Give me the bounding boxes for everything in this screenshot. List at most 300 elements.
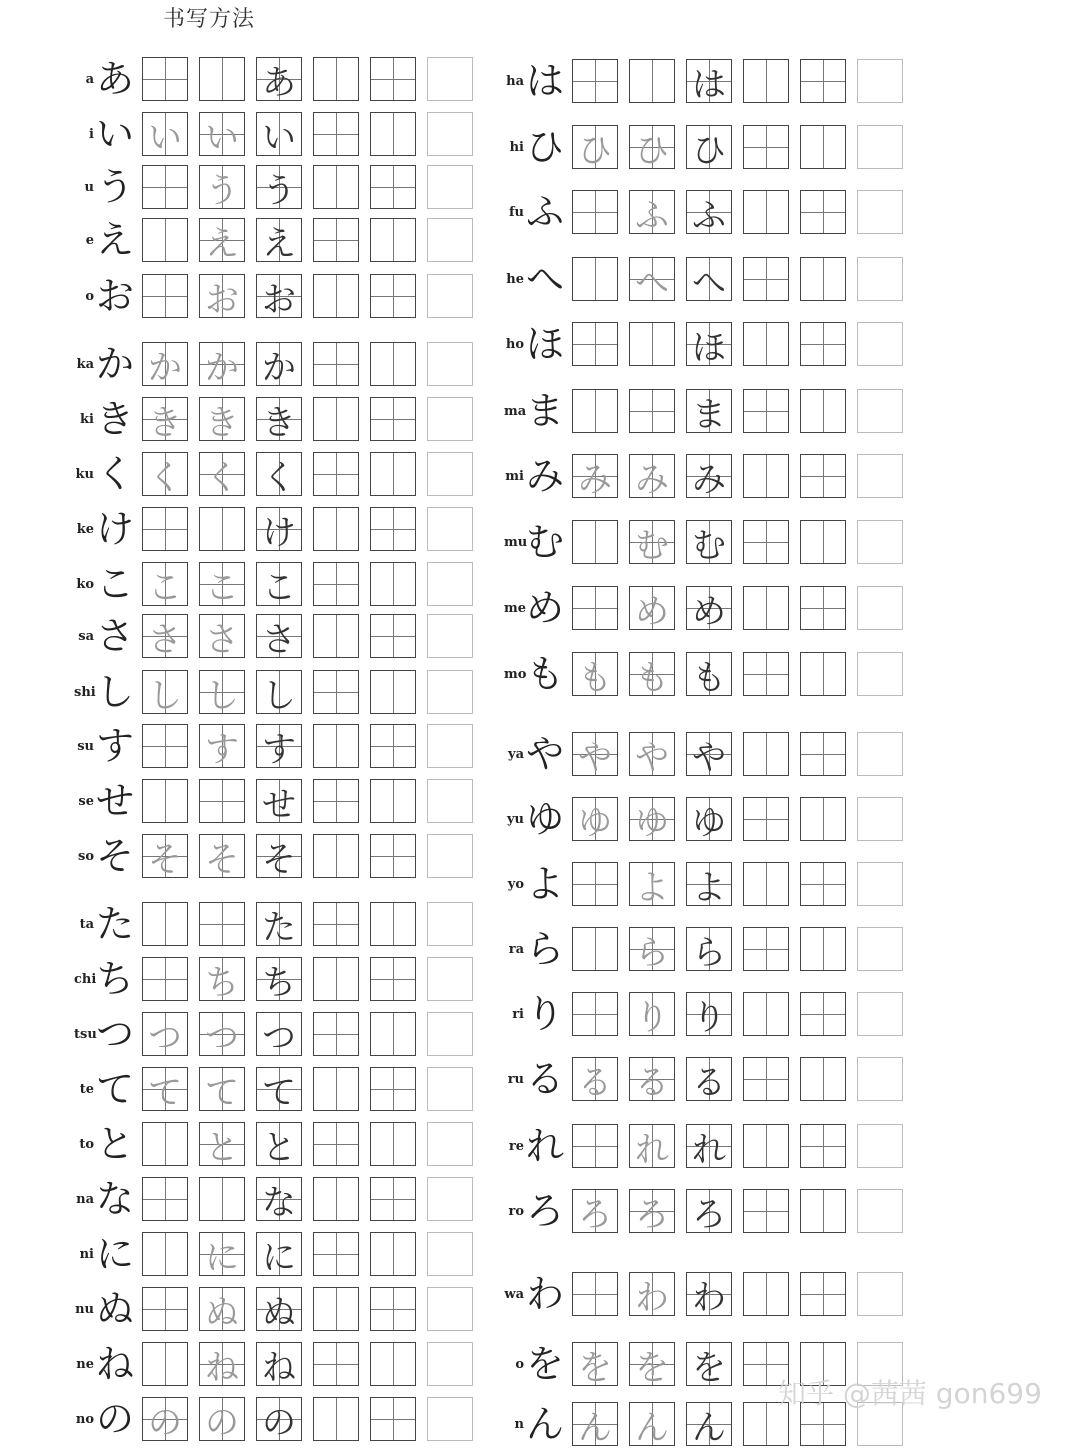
- left-row: [74, 955, 484, 1003]
- guide-box: [800, 1124, 846, 1168]
- romaji-label: e: [85, 232, 94, 248]
- stroke-trace: よ: [692, 867, 726, 906]
- romaji-label: so: [78, 848, 94, 864]
- stroke-order-box: [686, 1342, 732, 1386]
- blank-practice-box: [427, 1067, 473, 1111]
- stroke-trace: み: [692, 459, 726, 498]
- guide-box: [313, 779, 359, 823]
- kana-character: へ: [526, 257, 565, 301]
- guide-box: [313, 1067, 359, 1111]
- stroke-order-box: [256, 779, 302, 823]
- romaji-label: ro: [508, 1203, 524, 1219]
- left-row: [74, 340, 484, 388]
- blank-practice-box: [857, 992, 903, 1036]
- stroke-trace: る: [635, 1062, 669, 1101]
- left-row: [74, 1230, 484, 1278]
- stroke-order-box: [142, 165, 188, 209]
- stroke-trace: ひ: [635, 130, 669, 169]
- stroke-trace: ふ: [635, 195, 669, 234]
- stroke-order-box: [572, 862, 618, 906]
- kana-character: め: [526, 586, 565, 630]
- guide-box: [313, 1177, 359, 1221]
- kana-character: ん: [526, 1402, 565, 1446]
- blank-practice-box: [427, 614, 473, 658]
- stroke-order-box: [572, 125, 618, 169]
- stroke-trace: え: [205, 223, 239, 262]
- left-row: [74, 1175, 484, 1223]
- kana-character: し: [96, 670, 135, 714]
- romaji-label: chi: [74, 971, 97, 987]
- stroke-order-box: [142, 1067, 188, 1111]
- stroke-order-box: [686, 862, 732, 906]
- stroke-trace: う: [205, 170, 239, 209]
- guide-box: [370, 779, 416, 823]
- stroke-order-box: [629, 520, 675, 564]
- stroke-order-box: [142, 779, 188, 823]
- guide-box: [743, 389, 789, 433]
- stroke-order-box: [629, 1402, 675, 1446]
- stroke-trace: や: [635, 737, 669, 776]
- stroke-order-box: [629, 652, 675, 696]
- stroke-trace: こ: [262, 567, 296, 606]
- stroke-trace: し: [205, 675, 239, 714]
- stroke-trace: そ: [148, 839, 182, 878]
- romaji-label: ne: [76, 1356, 94, 1372]
- left-row: [74, 395, 484, 443]
- romaji-label: re: [508, 1138, 524, 1154]
- blank-practice-box: [427, 165, 473, 209]
- stroke-order-box: [629, 454, 675, 498]
- stroke-order-box: [629, 322, 675, 366]
- guide-box: [370, 342, 416, 386]
- stroke-order-box: [199, 1012, 245, 1056]
- kana-character: き: [96, 397, 135, 441]
- blank-practice-box: [427, 1287, 473, 1331]
- stroke-order-box: [199, 902, 245, 946]
- romaji-label: shi: [74, 684, 96, 700]
- guide-box: [800, 797, 846, 841]
- kana-character: ち: [96, 957, 135, 1001]
- kana-character: ひ: [526, 125, 565, 169]
- romaji-label: ni: [79, 1246, 94, 1262]
- guide-box: [370, 902, 416, 946]
- kana-character: も: [526, 652, 565, 696]
- stroke-trace: り: [692, 997, 726, 1036]
- kana-character: の: [96, 1397, 135, 1441]
- guide-box: [800, 257, 846, 301]
- stroke-order-box: [199, 1122, 245, 1166]
- kana-character: ふ: [526, 190, 565, 234]
- stroke-trace: け: [262, 512, 296, 551]
- guide-box: [800, 992, 846, 1036]
- stroke-order-box: [572, 454, 618, 498]
- guide-box: [743, 992, 789, 1036]
- blank-practice-box: [857, 257, 903, 301]
- blank-practice-box: [427, 957, 473, 1001]
- left-row: [74, 450, 484, 498]
- stroke-order-box: [256, 670, 302, 714]
- blank-practice-box: [857, 652, 903, 696]
- romaji-label: ku: [75, 466, 94, 482]
- guide-box: [800, 125, 846, 169]
- stroke-order-box: [686, 389, 732, 433]
- stroke-order-box: [629, 732, 675, 776]
- guide-box: [743, 520, 789, 564]
- stroke-trace: ち: [205, 962, 239, 1001]
- stroke-order-box: [256, 507, 302, 551]
- stroke-order-box: [629, 992, 675, 1036]
- guide-box: [800, 862, 846, 906]
- stroke-order-box: [686, 1272, 732, 1316]
- stroke-order-box: [142, 274, 188, 318]
- guide-box: [370, 1067, 416, 1111]
- stroke-trace: て: [262, 1072, 296, 1111]
- stroke-trace: ん: [635, 1407, 669, 1446]
- left-row: [74, 722, 484, 770]
- guide-box: [800, 732, 846, 776]
- left-row: [74, 560, 484, 608]
- blank-practice-box: [857, 125, 903, 169]
- kana-character: ぬ: [96, 1287, 135, 1331]
- stroke-order-box: [256, 902, 302, 946]
- romaji-label: o: [515, 1356, 524, 1372]
- stroke-trace: く: [148, 457, 182, 496]
- romaji-label: te: [79, 1081, 94, 1097]
- romaji-label: tsu: [74, 1026, 97, 1042]
- stroke-order-box: [629, 59, 675, 103]
- stroke-trace: き: [262, 402, 296, 441]
- stroke-order-box: [572, 1402, 618, 1446]
- stroke-trace: て: [148, 1072, 182, 1111]
- stroke-trace: め: [692, 591, 726, 630]
- stroke-trace: み: [578, 459, 612, 498]
- stroke-trace: の: [262, 1402, 296, 1441]
- right-row: [504, 650, 914, 698]
- left-row: [74, 1120, 484, 1168]
- romaji-label: ta: [79, 916, 94, 932]
- stroke-order-box: [142, 614, 188, 658]
- kana-character: る: [526, 1057, 565, 1101]
- stroke-trace: や: [692, 737, 726, 776]
- stroke-order-box: [142, 902, 188, 946]
- romaji-label: yo: [507, 876, 524, 892]
- stroke-trace: ま: [692, 394, 726, 433]
- stroke-order-box: [199, 507, 245, 551]
- guide-box: [313, 57, 359, 101]
- stroke-trace: め: [635, 591, 669, 630]
- kana-character: む: [526, 520, 565, 564]
- romaji-label: ki: [80, 411, 94, 427]
- stroke-trace: ち: [262, 962, 296, 1001]
- kana-character: こ: [96, 562, 135, 606]
- guide-box: [800, 927, 846, 971]
- right-row: [504, 1187, 914, 1235]
- stroke-trace: ら: [692, 932, 726, 971]
- guide-box: [370, 57, 416, 101]
- guide-box: [313, 1397, 359, 1441]
- stroke-order-box: [199, 165, 245, 209]
- stroke-trace: つ: [205, 1017, 239, 1056]
- stroke-order-box: [572, 1057, 618, 1101]
- stroke-trace: ん: [692, 1407, 726, 1446]
- stroke-order-box: [572, 389, 618, 433]
- kana-character: か: [96, 342, 135, 386]
- kana-character: さ: [96, 614, 135, 658]
- stroke-order-box: [142, 507, 188, 551]
- stroke-trace: え: [262, 223, 296, 262]
- stroke-order-box: [572, 1124, 618, 1168]
- guide-box: [370, 670, 416, 714]
- left-row: [74, 505, 484, 553]
- guide-box: [743, 1272, 789, 1316]
- stroke-order-box: [256, 165, 302, 209]
- stroke-order-box: [686, 652, 732, 696]
- stroke-order-box: [686, 190, 732, 234]
- stroke-trace: ひ: [578, 130, 612, 169]
- guide-box: [313, 342, 359, 386]
- right-row: [504, 925, 914, 973]
- stroke-trace: つ: [262, 1017, 296, 1056]
- romaji-label: ko: [76, 576, 94, 592]
- stroke-order-box: [142, 1177, 188, 1221]
- stroke-order-box: [572, 59, 618, 103]
- kana-character: と: [96, 1122, 135, 1166]
- watermark: 知乎 @茜茜 gon699: [778, 1377, 1042, 1410]
- stroke-trace: き: [205, 402, 239, 441]
- romaji-label: to: [79, 1136, 94, 1152]
- right-row: [504, 795, 914, 843]
- kana-character: に: [96, 1232, 135, 1276]
- guide-box: [313, 1287, 359, 1331]
- stroke-trace: れ: [635, 1129, 669, 1168]
- stroke-order-box: [256, 1342, 302, 1386]
- romaji-label: ma: [504, 403, 527, 419]
- left-row: [74, 163, 484, 211]
- stroke-order-box: [142, 1287, 188, 1331]
- stroke-trace: も: [578, 657, 612, 696]
- stroke-order-box: [256, 614, 302, 658]
- kana-character: を: [526, 1342, 565, 1386]
- stroke-trace: る: [578, 1062, 612, 1101]
- stroke-trace: ね: [262, 1347, 296, 1386]
- right-row: [504, 584, 914, 632]
- stroke-order-box: [686, 520, 732, 564]
- guide-box: [313, 507, 359, 551]
- stroke-order-box: [142, 57, 188, 101]
- blank-practice-box: [857, 389, 903, 433]
- kana-character: り: [526, 992, 565, 1036]
- romaji-label: mo: [504, 666, 527, 682]
- stroke-order-box: [199, 614, 245, 658]
- guide-box: [743, 927, 789, 971]
- blank-practice-box: [857, 927, 903, 971]
- romaji-label: u: [84, 179, 94, 195]
- stroke-trace: つ: [148, 1017, 182, 1056]
- right-row: [504, 57, 914, 105]
- stroke-trace: ゆ: [578, 802, 612, 841]
- blank-practice-box: [427, 1177, 473, 1221]
- stroke-order-box: [199, 218, 245, 262]
- stroke-order-box: [256, 1122, 302, 1166]
- guide-box: [370, 1012, 416, 1056]
- stroke-trace: た: [262, 907, 296, 946]
- guide-box: [370, 1287, 416, 1331]
- romaji-label: a: [85, 71, 94, 87]
- stroke-trace: む: [635, 525, 669, 564]
- blank-practice-box: [857, 190, 903, 234]
- left-row: [74, 668, 484, 716]
- left-row: [74, 1065, 484, 1113]
- stroke-order-box: [686, 992, 732, 1036]
- stroke-trace: に: [205, 1237, 239, 1276]
- blank-practice-box: [427, 902, 473, 946]
- left-row: [74, 1395, 484, 1443]
- guide-box: [800, 1272, 846, 1316]
- stroke-order-box: [256, 1287, 302, 1331]
- stroke-order-box: [256, 57, 302, 101]
- stroke-trace: さ: [205, 619, 239, 658]
- stroke-order-box: [199, 957, 245, 1001]
- blank-practice-box: [857, 1124, 903, 1168]
- stroke-order-box: [142, 397, 188, 441]
- stroke-trace: ろ: [578, 1194, 612, 1233]
- stroke-trace: ろ: [635, 1194, 669, 1233]
- stroke-order-box: [629, 1189, 675, 1233]
- stroke-order-box: [686, 257, 732, 301]
- stroke-trace: ふ: [692, 195, 726, 234]
- kana-character: せ: [96, 779, 135, 823]
- stroke-trace: ほ: [692, 327, 726, 366]
- blank-practice-box: [857, 520, 903, 564]
- stroke-order-box: [199, 562, 245, 606]
- stroke-trace: と: [262, 1127, 296, 1166]
- stroke-trace: か: [262, 347, 296, 386]
- guide-box: [800, 586, 846, 630]
- stroke-trace: よ: [635, 867, 669, 906]
- stroke-trace: く: [262, 457, 296, 496]
- guide-box: [370, 1397, 416, 1441]
- guide-box: [800, 520, 846, 564]
- stroke-order-box: [572, 797, 618, 841]
- stroke-order-box: [256, 1177, 302, 1221]
- stroke-order-box: [256, 274, 302, 318]
- stroke-trace: ら: [635, 932, 669, 971]
- romaji-label: mu: [504, 534, 528, 550]
- romaji-label: fu: [508, 204, 524, 220]
- stroke-order-box: [256, 562, 302, 606]
- blank-practice-box: [857, 322, 903, 366]
- stroke-trace: こ: [148, 567, 182, 606]
- blank-practice-box: [857, 732, 903, 776]
- guide-box: [370, 957, 416, 1001]
- guide-box: [370, 452, 416, 496]
- stroke-order-box: [686, 732, 732, 776]
- kana-character: て: [96, 1067, 135, 1111]
- guide-box: [370, 218, 416, 262]
- blank-practice-box: [427, 779, 473, 823]
- stroke-trace: も: [635, 657, 669, 696]
- blank-practice-box: [427, 1232, 473, 1276]
- stroke-order-box: [629, 1342, 675, 1386]
- stroke-order-box: [199, 670, 245, 714]
- romaji-label: me: [504, 600, 527, 616]
- right-row: [504, 255, 914, 303]
- stroke-order-box: [686, 1124, 732, 1168]
- guide-box: [370, 614, 416, 658]
- guide-box: [800, 322, 846, 366]
- blank-practice-box: [857, 59, 903, 103]
- romaji-label: no: [75, 1411, 94, 1427]
- blank-practice-box: [857, 1057, 903, 1101]
- guide-box: [800, 1057, 846, 1101]
- stroke-order-box: [686, 59, 732, 103]
- stroke-order-box: [629, 190, 675, 234]
- stroke-order-box: [199, 452, 245, 496]
- stroke-trace: す: [205, 729, 239, 768]
- guide-box: [313, 562, 359, 606]
- kana-character: み: [526, 454, 565, 498]
- stroke-order-box: [199, 112, 245, 156]
- guide-box: [313, 614, 359, 658]
- stroke-order-box: [629, 1057, 675, 1101]
- stroke-order-box: [629, 797, 675, 841]
- kana-character: ゆ: [526, 797, 565, 841]
- guide-box: [743, 454, 789, 498]
- stroke-order-box: [199, 342, 245, 386]
- romaji-label: nu: [75, 1301, 94, 1317]
- left-row: [74, 1285, 484, 1333]
- blank-practice-box: [427, 112, 473, 156]
- kana-character: つ: [96, 1012, 135, 1056]
- kana-character: な: [96, 1177, 135, 1221]
- guide-box: [313, 274, 359, 318]
- blank-practice-box: [427, 218, 473, 262]
- left-row: [74, 1010, 484, 1058]
- stroke-order-box: [686, 1189, 732, 1233]
- kana-character: け: [96, 507, 135, 551]
- guide-box: [370, 562, 416, 606]
- stroke-trace: お: [205, 279, 239, 318]
- stroke-order-box: [629, 125, 675, 169]
- stroke-order-box: [199, 1177, 245, 1221]
- guide-box: [313, 957, 359, 1001]
- guide-box: [370, 1342, 416, 1386]
- stroke-trace: ゆ: [635, 802, 669, 841]
- stroke-order-box: [142, 1397, 188, 1441]
- right-row: [504, 1055, 914, 1103]
- guide-box: [743, 652, 789, 696]
- stroke-trace: ぬ: [262, 1292, 296, 1331]
- kana-character: よ: [526, 862, 565, 906]
- guide-box: [370, 165, 416, 209]
- left-row: [74, 900, 484, 948]
- stroke-trace: し: [148, 675, 182, 714]
- stroke-order-box: [256, 112, 302, 156]
- guide-box: [370, 1232, 416, 1276]
- stroke-order-box: [686, 927, 732, 971]
- guide-box: [800, 652, 846, 696]
- romaji-label: sa: [78, 628, 94, 644]
- stroke-order-box: [686, 454, 732, 498]
- kana-character: う: [96, 165, 135, 209]
- stroke-trace: ん: [578, 1407, 612, 1446]
- stroke-order-box: [572, 992, 618, 1036]
- stroke-trace: う: [262, 170, 296, 209]
- kana-character: ろ: [526, 1189, 565, 1233]
- kana-character: そ: [96, 834, 135, 878]
- stroke-order-box: [572, 1342, 618, 1386]
- kana-character: す: [96, 724, 135, 768]
